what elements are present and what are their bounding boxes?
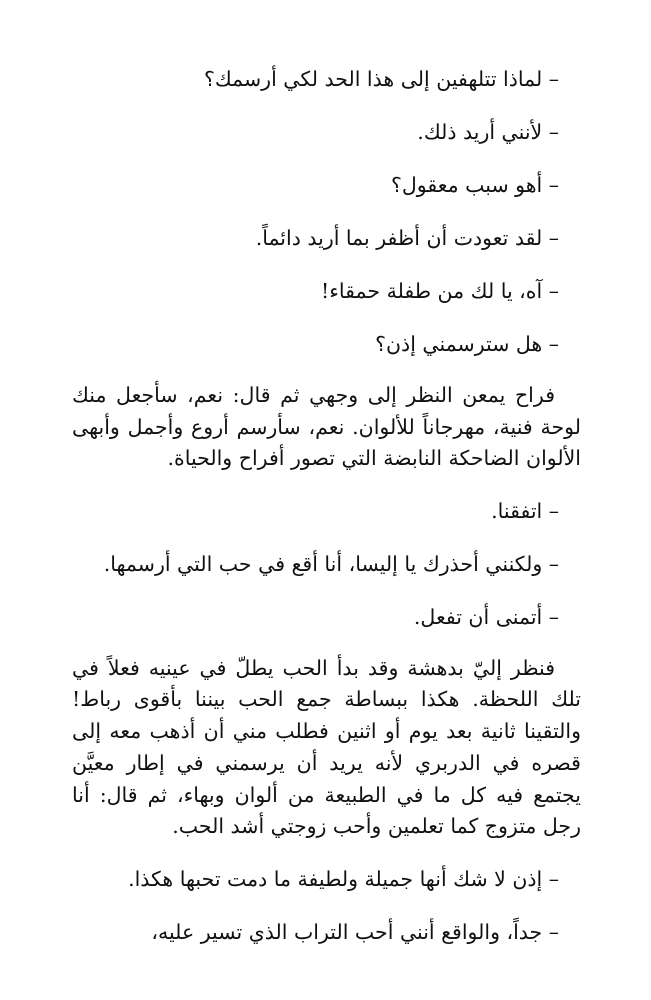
- dialogue-line: – ولكنني أحذرك يا إليسا، أنا أقع في حب التي أرسمها.: [103, 551, 559, 576]
- dialogue-line: – لأنني أريد ذلك.: [417, 120, 559, 144]
- dialogue-line: – جداً، والواقع أنني أحب التراب الذي تسير عليه،: [151, 920, 559, 945]
- dialogue-line: – لماذا تتلهفين إلى هذا الحد لكي أرسمك؟: [204, 67, 559, 91]
- dialogue-line: – أتمنى أن تفعل.: [413, 604, 559, 629]
- dialogue-line: – لقد تعودت أن أظفر بما أريد دائماً.: [255, 226, 559, 250]
- dialogue-line: – آه، يا لك من طفلة حمقاء!: [321, 279, 559, 303]
- dialogue-line: – أهو سبب معقول؟: [391, 173, 559, 197]
- narrative-paragraph: فنظر إليّ بدهشة وقد بدأ الحب يطلّ في عينيه فعلاً في تلك اللحظة. هكذا ببساطة جمع الحب بيننا بأقوى رباط! والتقينا ثانية بعد يوم أو اثنين فطلب مني أن أذهب معه إلى قصره في الدربري لأنه يريد أن يرسمني في إطار معيَّن يجتمع فيه كل ما في الطبيعة من ألوان وبهاء، ثم قال: أنا رجل متزوج كما تعلمين وأحب زوجتي أشد الحب.: [72, 655, 582, 839]
- dialogue-line: – إذن لا شك أنها جميلة ولطيفة ما دمت تحبها هكذا.: [128, 867, 559, 892]
- dialogue-line: – اتفقنا.: [491, 498, 559, 523]
- dialogue-line: – هل سترسمني إذن؟: [375, 332, 559, 356]
- narrative-paragraph: فراح يمعن النظر إلى وجهي ثم قال: نعم، سأجعل منك لوحة فنية، مهرجاناً للألوان. نعم، سأرسم أروع وأجمل وأبهى الألوان الضاحكة النابضة التي تصور أفراح والحياة.: [72, 383, 581, 470]
